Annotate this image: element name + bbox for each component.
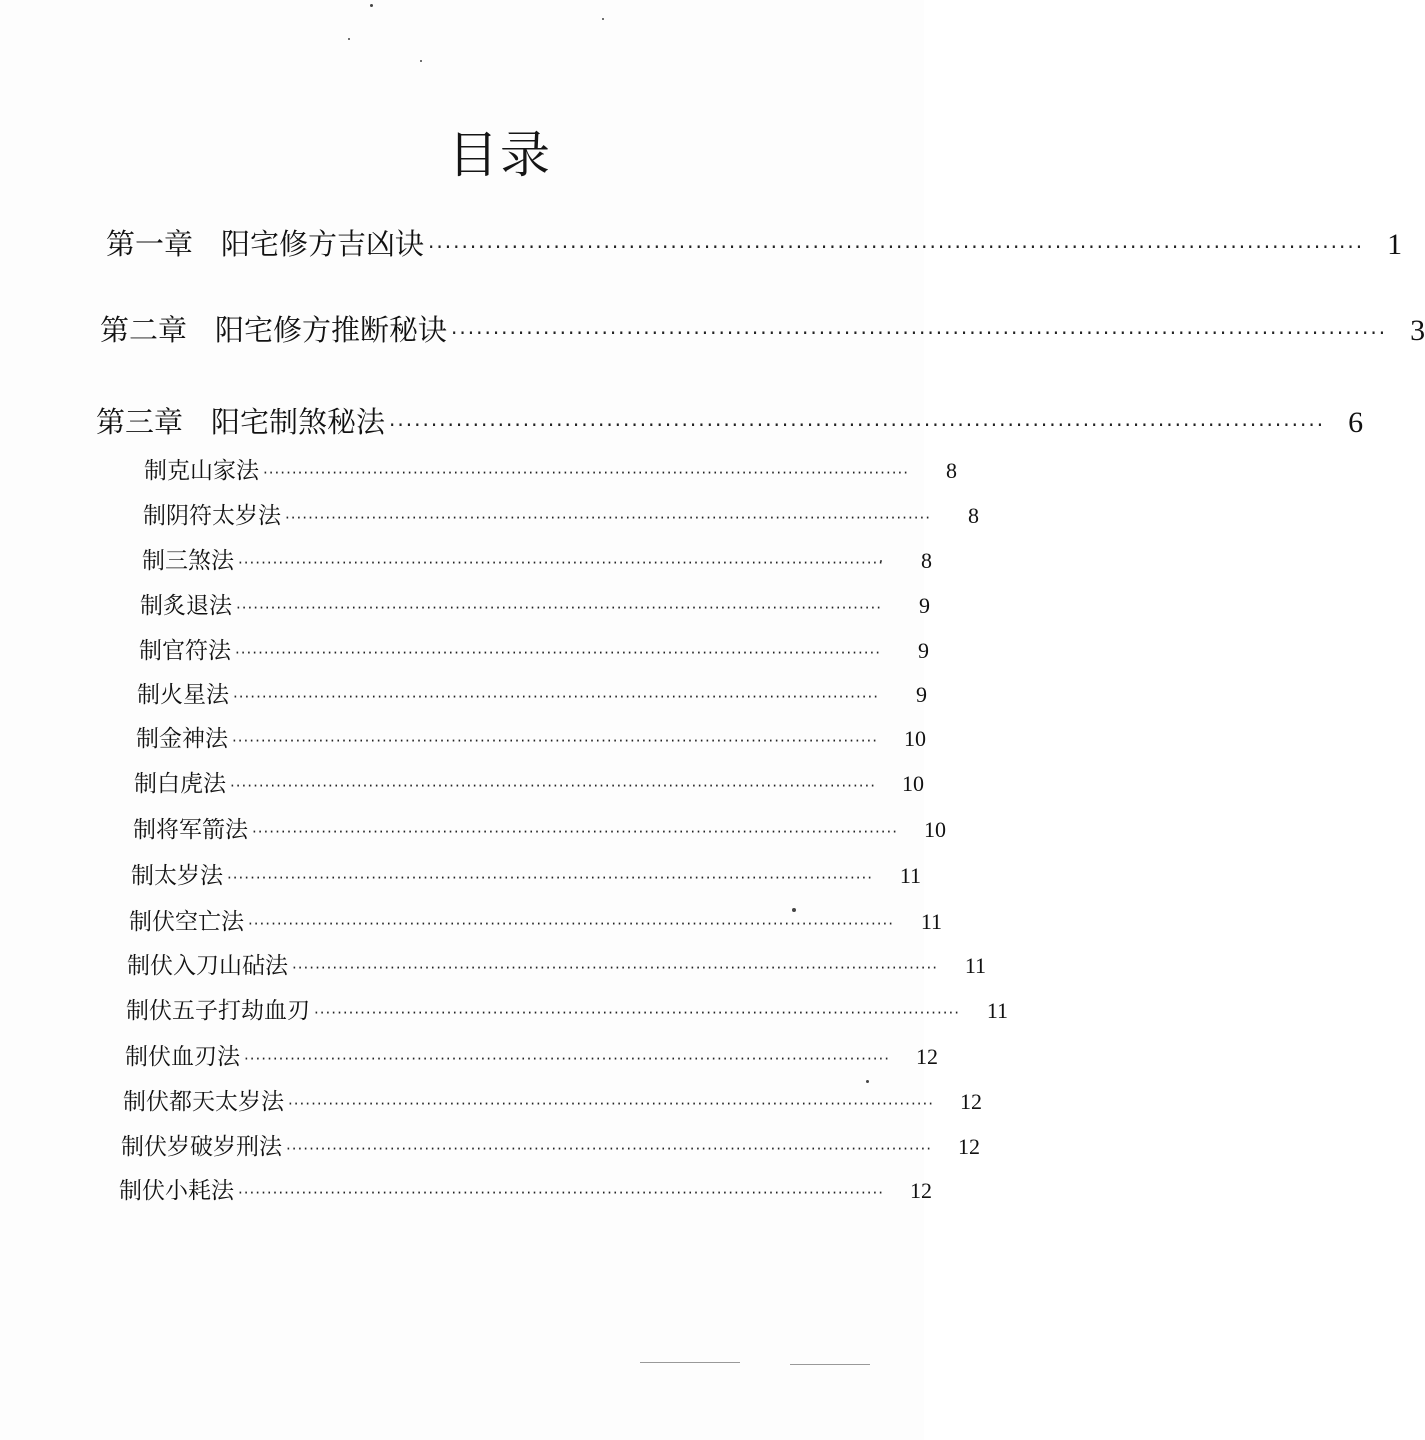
dot-leader: ················································································································ <box>233 688 880 706</box>
scan-speck <box>348 38 350 40</box>
scan-speck <box>866 1080 869 1083</box>
page-number: 10 <box>924 817 947 842</box>
section-title: 制伏小耗法 <box>119 1178 234 1204</box>
toc-section[interactable] <box>131 857 922 890</box>
page-number: 6 <box>1348 406 1364 439</box>
scan-speck <box>420 60 422 62</box>
section-title: 制官符法 <box>139 638 231 664</box>
toc-chapter-3[interactable] <box>96 400 1364 441</box>
toc-section[interactable] <box>140 587 931 620</box>
dot-leader: ················································································································ <box>230 777 877 795</box>
toc-section[interactable] <box>121 1128 981 1161</box>
scan-speck <box>602 18 604 20</box>
section-title: 制伏五子打劫血刃 <box>126 998 310 1024</box>
chapter-number: 第三章 <box>96 405 184 439</box>
dot-leader: ················································································································ <box>428 235 1365 259</box>
page-number: 12 <box>958 1134 981 1159</box>
section-title: 制金神法 <box>136 726 228 752</box>
chapter-number: 第一章 <box>106 227 194 261</box>
dot-leader: ················································································································ <box>286 1140 933 1158</box>
toc-section[interactable] <box>136 720 927 753</box>
toc-section[interactable] <box>123 1083 983 1116</box>
dot-leader: ················································································································ <box>252 823 899 841</box>
page-number: 11 <box>986 998 1009 1023</box>
toc-section[interactable] <box>125 1038 939 1071</box>
toc-section[interactable] <box>134 765 925 798</box>
toc-section[interactable] <box>133 811 947 844</box>
toc-section[interactable] <box>144 452 958 485</box>
section-title: 制伏岁破岁刑法 <box>121 1134 282 1160</box>
chapter-title: 阳宅修方吉凶诀 <box>221 227 425 261</box>
page-number: 10 <box>902 771 925 796</box>
toc-section[interactable] <box>142 542 933 575</box>
section-title: 制将军箭法 <box>133 817 248 843</box>
dot-leader: ················································································································ <box>248 915 895 933</box>
page-number: 11 <box>964 953 987 978</box>
dot-leader: ················································································································ <box>263 464 910 482</box>
section-title: 制伏入刀山砧法 <box>127 953 288 979</box>
page-number: 8 <box>921 548 933 573</box>
scan-mark <box>790 1364 870 1365</box>
page-number: 11 <box>920 909 943 934</box>
toc-section[interactable] <box>137 676 928 709</box>
page-number: 10 <box>904 726 927 751</box>
section-title: 制伏都天太岁法 <box>123 1089 284 1115</box>
dot-leader: ················································································································ <box>244 1050 891 1068</box>
page-number: 9 <box>916 682 928 707</box>
page-number: 12 <box>910 1178 933 1203</box>
chapter-title: 阳宅修方推断秘诀 <box>215 313 448 347</box>
section-title: 制克山家法 <box>144 458 259 484</box>
dot-leader: ················································································································ <box>238 1184 885 1202</box>
page-number: 8 <box>946 458 958 483</box>
scan-mark <box>640 1362 740 1363</box>
page-number: 11 <box>899 863 922 888</box>
toc-section[interactable] <box>143 497 980 530</box>
page-number: 3 <box>1410 314 1425 347</box>
section-title: 制伏血刃法 <box>125 1044 240 1070</box>
dot-leader: ················································································································ <box>227 869 874 887</box>
chapter-title: 阳宅制煞秘法 <box>211 405 386 439</box>
page-number: 12 <box>916 1044 939 1069</box>
toc-section[interactable] <box>139 632 930 665</box>
dot-leader: ················································································································ <box>288 1095 935 1113</box>
page-number: 8 <box>968 503 980 528</box>
dot-leader: ················································································································ <box>292 959 939 977</box>
section-title: 制火星法 <box>137 682 229 708</box>
page-number: 12 <box>960 1089 983 1114</box>
dot-leader: ················································································································ <box>389 413 1326 437</box>
section-title: 制阴符太岁法 <box>143 503 281 529</box>
section-title: 制太岁法 <box>131 863 223 889</box>
dot-leader: ················································································································ <box>232 732 879 750</box>
dot-leader: ················································································································ <box>236 599 883 617</box>
page-number: 9 <box>919 593 931 618</box>
toc-section[interactable] <box>127 947 987 980</box>
section-title: 制白虎法 <box>134 771 226 797</box>
toc-section[interactable] <box>126 992 1009 1025</box>
scan-speck <box>792 908 796 912</box>
page-number: 1 <box>1387 228 1403 261</box>
dot-leader: ················································································································ <box>285 509 932 527</box>
page-number: 9 <box>918 638 930 663</box>
section-title: 制三煞法 <box>142 548 234 574</box>
section-title: 制伏空亡法 <box>129 909 244 935</box>
toc-section[interactable] <box>129 903 943 936</box>
scan-speck <box>370 4 373 7</box>
toc-chapter-1[interactable] <box>106 222 1403 263</box>
dot-leader: ················································································································ <box>235 644 882 662</box>
chapter-number: 第二章 <box>100 313 188 347</box>
dot-leader: ················································································································ <box>451 321 1388 345</box>
section-title: 制炙退法 <box>140 593 232 619</box>
dot-leader: ················································································································ <box>238 554 885 572</box>
toc-section[interactable] <box>119 1172 933 1205</box>
dot-leader: ················································································································ <box>314 1004 961 1022</box>
page-title: 目录 <box>448 126 552 184</box>
toc-chapter-2[interactable] <box>100 308 1425 349</box>
